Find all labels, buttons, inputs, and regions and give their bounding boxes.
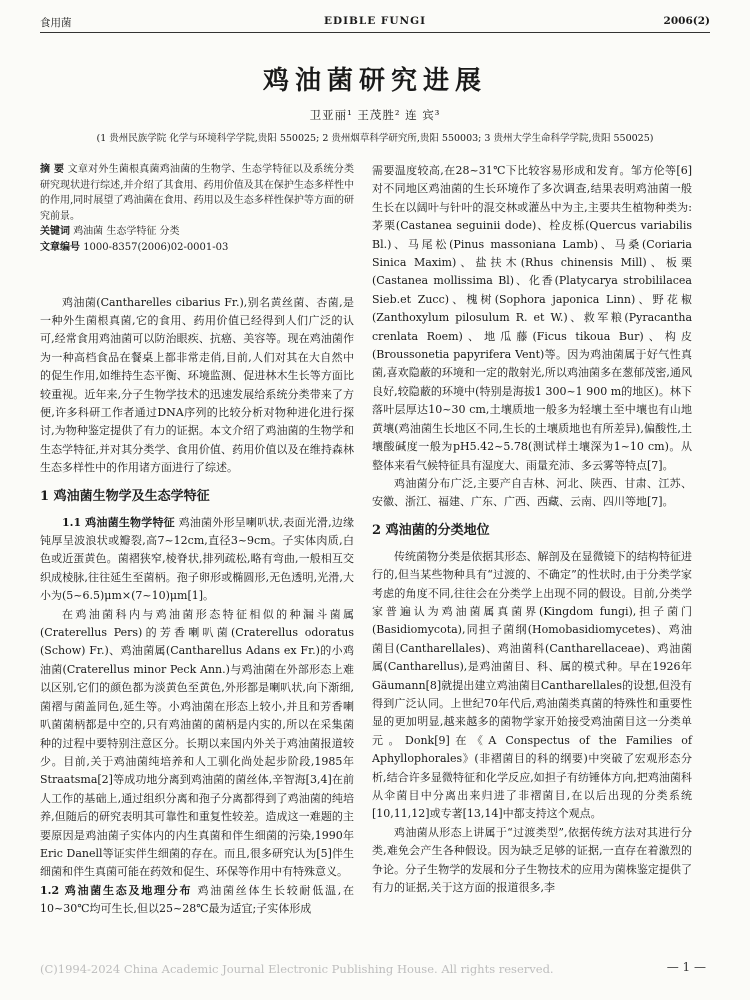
affiliations: (1 贵州民族学院 化学与环境科学学院,贵阳 550025; 2 贵州烟草科学研究所,贵阳 550003; 3 贵州大学生命科学学院,贵阳 550025) xyxy=(96,133,654,144)
abstract-label: 摘 要 xyxy=(40,164,65,175)
right-column xyxy=(372,162,692,897)
body-paragraph: 传统菌物分类是依据其形态、解剖及在显微镜下的结构特征进行的,但当某些物种具有“过渡的、不确定”的性状时,由于分类学家考虑的角度不同,往往会在分类学上出现不同的假设。目前,分类学家普遍认为鸡油菌属真菌界(Kingdom fungi),担子菌门(Basidiomycota),同担子菌纲(Homobasidiomycetes)、鸡油菌目(Cantharellales)、鸡油菌科(Cantharellaceae)、鸡油菌属(Cantharellus),是鸡油菌目、科、属的模式种。早在1926年Gäumann[8]就提出建立鸡油菌目Cantharellales的设想,但没有得到广泛认同。上世纪70年代后,鸡油菌类真菌的特殊性和重要性显的更加明显,越来越多的菌物学家开始接受鸡油菌目这一分类单元。Donk[9]在《A Conspectus of the Families of Aphyllophorales》(非褶菌目的科的纲要)中突破了宏观形态分析,结合许多显微特征和化学反应,如担子有纺锤体方向,把鸡油菌科从伞菌目中分离出来归进了非褶菌目,在以后出现的分类系统[10,11,12]或专著[13,14]中都支持这个观点。 xyxy=(372,549,692,821)
intro-paragraph: 鸡油菌(Cantharelles cibarius Fr.),别名黄丝菌、杏菌,是一种外生菌根真菌,它的食用、药用价值已经得到人们广泛的认可,经常食用鸡油菌可以防治眼疾、抗癌、美容等。现在鸡油菌作为一种高档食品在餐桌上都非常走俏,目前,人们对其在大自然中的促生作用,如维持生态平衡、环境监测、促进林木生长等方面比较重视。近年来,分子生物学技术的迅速发展给系统分类带来了方便,许多科研工作者通过DNA序列的比较分析对物种进化进行探讨,为物种鉴定提供了有力的证据。本文介绍了鸡油菌的生物学和生态学特征,并对其分类学、食用价值、药用价值以及在维持森林生态多样性中的作用诸方面进行了综述。 xyxy=(40,295,354,475)
article-number-label: 文章编号 xyxy=(40,241,80,253)
section-2-heading: 2 鸡油菌的分类地位 xyxy=(372,522,490,538)
article-number: 1000-8357(2006)02-0001-03 xyxy=(83,241,229,253)
issue-number: 2006(2) xyxy=(663,15,710,27)
body-paragraph: 需要温度较高,在28~31℃下比较容易形成和发育。邹方伦等[6]对不同地区鸡油菌的生长环境作了多次调查,结果表明鸡油菌一般生长在以阔叶与针叶的混交林或灌丛中为主,主要共生植物种类为:茅栗(Castanea seguinii dode)、栓皮栎(Quercus variabilis Bl.)、马尾松(Pinus massoniana Lamb)、马桑(Coriaria Sinica Maxim)、盐扶木(Rhus chinensis Mill)、板栗(Castanea mollissima Bl)、化香(Platycarya strobililacea Sieb.et Zucc)、槐树(Sophora japonica Linn)、野花椒(Zanthoxylum pilosulum R. et W.)、救军粮(Pyracantha crenlata Roem)、地瓜藤(Ficus tikoua Bur)、构皮(Broussonetia papyrifera Vent)等。因为鸡油菌属于好气性真菌,喜欢隐蔽的环境和一定的散射光,所以鸡油菌多在葱郁茂密,通风良好,较隐蔽的环境中(特别是海拔1 300~1 900 m的地区)。林下落叶层厚达10~30 cm,土壤质地一般多为轻壤土至中壤也有山地黄壤(鸡油菌生长地区不同,生长的土壤质地也有所差异),偏酸性,土壤酸碱度一般为pH5.42~5.78(测试样土壤深为1~10 cm)。从整体来看气候特征具有湿度大、雨量充沛、多云雾等特点[7]。 xyxy=(372,164,692,472)
paper-title: 鸡油菌研究进展 xyxy=(262,66,487,96)
keywords-line xyxy=(40,224,354,240)
subsection-1-1-heading: 1.1 鸡油菌生物学特征 xyxy=(62,515,175,529)
running-header xyxy=(40,12,710,33)
subsection-1-2-heading: 1.2 鸡油菌生态及地理分布 xyxy=(40,883,193,897)
author-list: 卫亚丽¹ 王茂胜² 连 宾³ xyxy=(309,108,441,122)
subsection-1-1-paragraph xyxy=(40,514,354,606)
subsection-1-1-text: 鸡油菌外形呈喇叭状,表面光滑,边缘钝厚呈波浪状或瓣裂,高7~12cm,直径3~9cm。子实体肉质,白色或近蛋黄色。菌褶狭窄,棱脊状,排列疏松,略有弯曲,一般相互交织成棱脉,往往延生至菌柄。孢子卵形或椭圆形,无色透明,光滑,大小为(5~6.5)μm×(7~10)μm[1]。 xyxy=(40,515,355,603)
copyright-footer: (C)1994-2024 China Academic Journal Electronic Publishing House. All rights reserved. xyxy=(40,962,554,976)
abstract-block xyxy=(40,162,354,224)
subsection-1-2-paragraph xyxy=(40,882,354,919)
keywords-text: 鸡油菌 生态学特征 分类 xyxy=(73,226,180,238)
left-column xyxy=(40,162,354,919)
body-paragraph: 鸡油菌分布广泛,主要产自吉林、河北、陕西、甘肃、江苏、安徽、浙江、福建、广东、广西、西藏、云南、四川等地[7]。 xyxy=(372,476,692,509)
body-paragraph: 在鸡油菌科内与鸡油菌形态特征相似的种漏斗菌属(Craterellus Pers)的芳香喇叭菌(Craterellus odoratus (Schow) Fr.)、鸡油菌属(Cantharellus Adans ex Fr.)的小鸡油菌(Craterellus minor Peck Ann.)与鸡油菌在外部形态上难以区别,它们的颜色都为淡黄色至黄色,外形都是喇叭状,向下渐细,菌褶与菌盖同色,延生等。小鸡油菌在形态上较小,并且和芳香喇叭菌菌柄都是中空的,只有鸡油菌的菌柄是内实的,所以在采集菌种的过程中要特别注意区分。长期以来国内外关于鸡油菌报道较少。目前,关于鸡油菌纯培养和人工驯化尚处起步阶段,1985年Straatsma[2]等成功地分离到鸡油菌的菌丝体,辛智海[3,4]在前人工作的基础上,通过组织分离和孢子分离都得到了鸡油菌的纯培养,但随后的研究表明其可靠性和重复性较差。造成这一难题的主要原因是鸡油菌子实体内的内生真菌和伴生细菌的污染,1990年Eric Danell等证实伴生细菌的存在。而且,很多研究认为[5]伴生细菌和伴生真菌可能在药效和促生、环保等作用中有特殊意义。 xyxy=(40,607,354,879)
section-1-heading: 1 鸡油菌生物学及生态学特征 xyxy=(40,488,210,504)
journal-name-cn: 食用菌 xyxy=(40,17,72,29)
abstract-text: 文章对外生菌根真菌鸡油菌的生物学、生态学特征以及系统分类研究现状进行综述,并介绍了其食用、药用价值及其在保护生态多样性中的作用,同时展望了鸡油菌在食用、药用以及生态多样性保护等方面的研究前景。 xyxy=(40,164,355,222)
subsection-1-2-text: 鸡油菌丝体生长较耐低温,在10~30℃均可生长,但以25~28℃最为适宜;子实体形成 xyxy=(40,883,354,916)
page-number: — 1 — xyxy=(666,960,706,974)
body-paragraph: 鸡油菌从形态上讲属于“过渡类型”,依据传统方法对其进行分类,难免会产生各种假设。因为缺乏足够的证据,一直存在着激烈的争论。分子生物学的发展和分子生物技术的应用为菌株鉴定提供了有力的证据,关于这方面的报道很多,李 xyxy=(372,825,692,895)
journal-name-en: EDIBLE FUNGI xyxy=(323,15,427,27)
article-number-line xyxy=(40,240,354,256)
keywords-label: 关键词 xyxy=(40,226,70,238)
